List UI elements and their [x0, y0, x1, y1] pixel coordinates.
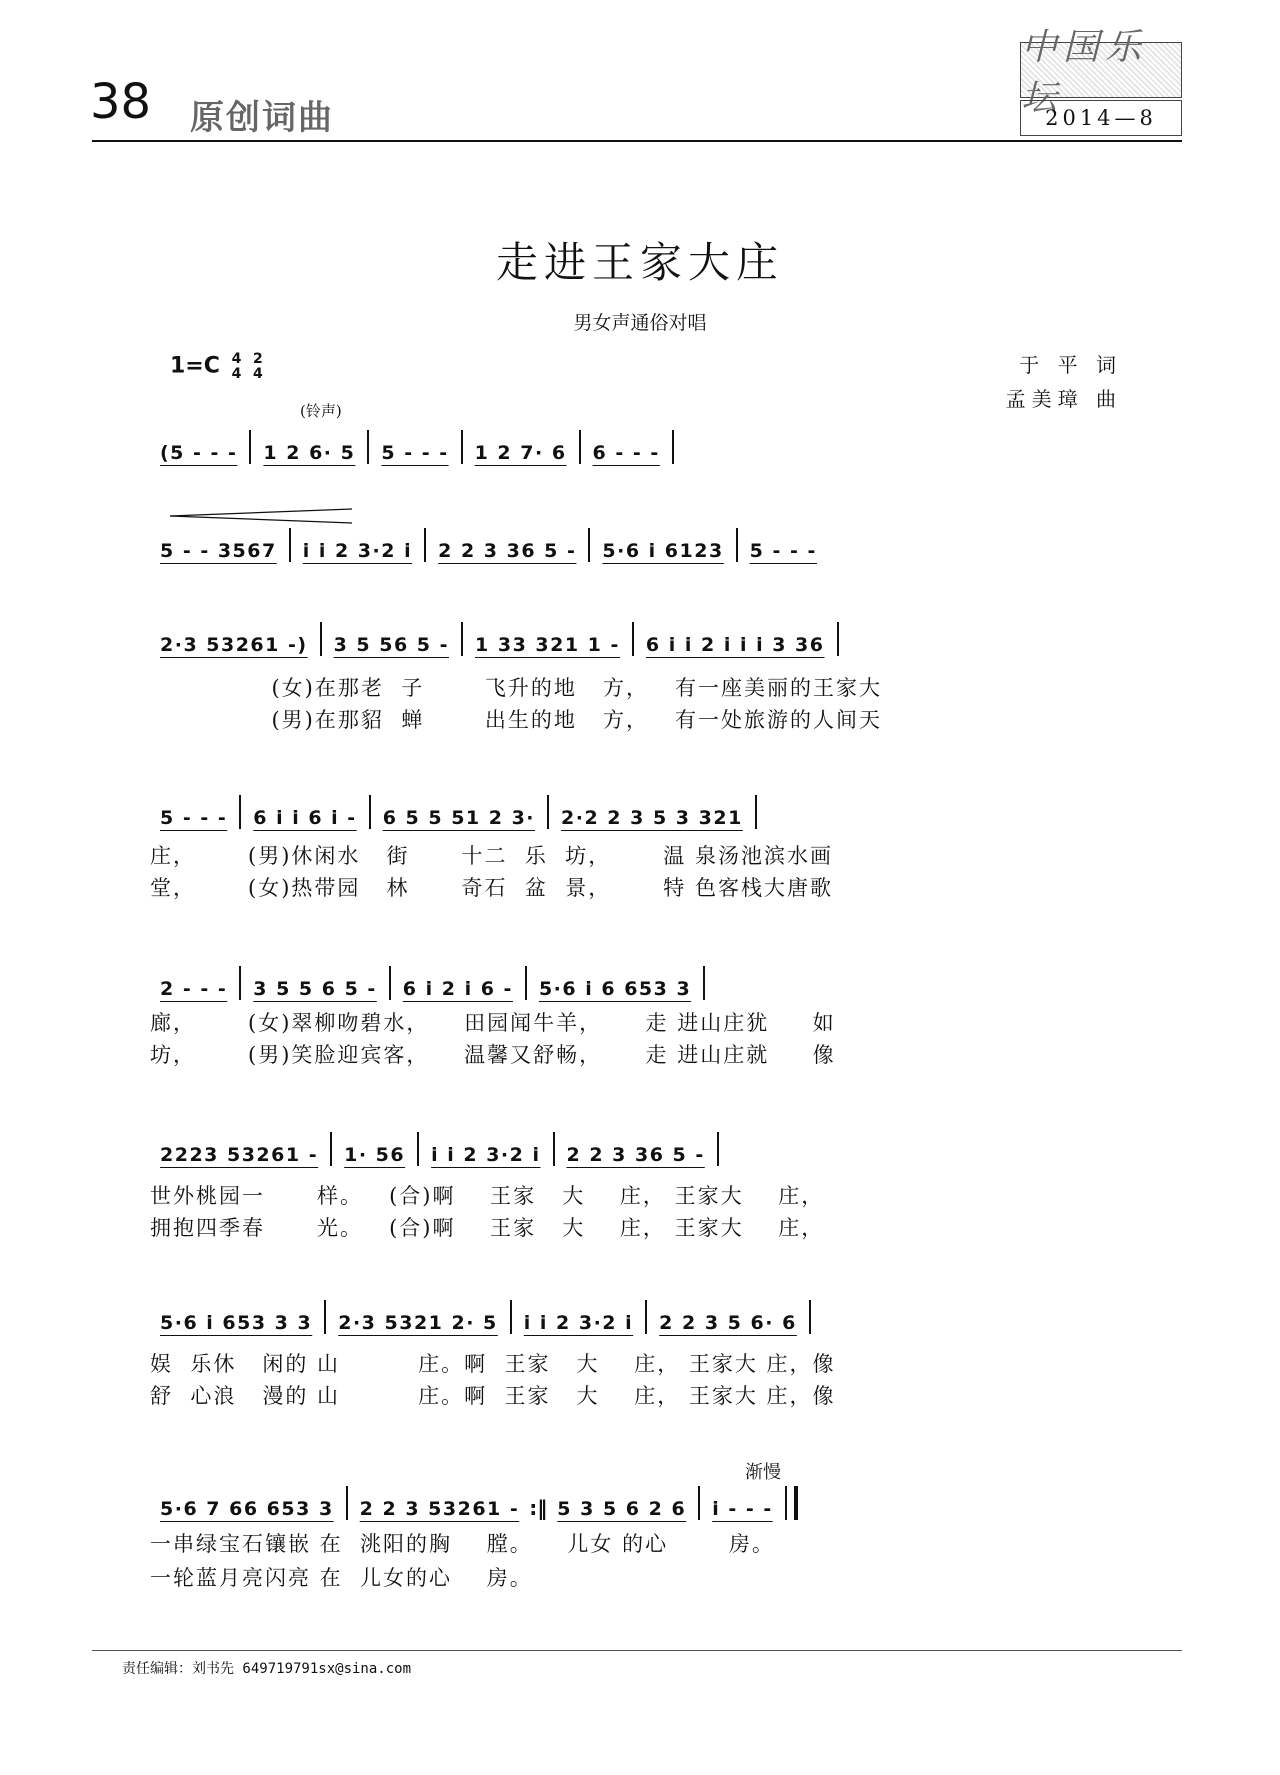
barline [417, 1132, 419, 1166]
measure: 3 5 56 5 - [333, 634, 450, 656]
page-number: 38 [90, 74, 152, 130]
barline [588, 528, 590, 562]
measure: 1 2 6· 5 [263, 442, 356, 464]
measure: 6 i 2 i 6 - [402, 978, 513, 1000]
lyric-line: 娱 乐休 闲的 山 庄。啊 王家 大 庄， 王家大 庄，像 [150, 1352, 836, 1376]
measure: 2223 53261 - [160, 1144, 319, 1166]
time1-bottom: 4 [231, 365, 242, 382]
barline [717, 1132, 719, 1166]
barline [698, 1486, 700, 1520]
lyric-line: (男)在那貂 蝉 出生的地 方， 有一处旅游的人间天 [150, 708, 882, 732]
measure: 6 5 5 51 2 3· [382, 807, 536, 829]
score-system-2 [160, 528, 1125, 562]
measure: 3 5 5 6 5 - [253, 978, 377, 1000]
measure: 5 - - - [160, 807, 228, 829]
measure: i - - - [712, 1498, 773, 1520]
measure: (5 - - - [160, 442, 238, 464]
crescendo-mark [170, 508, 352, 524]
barline [461, 430, 463, 464]
lyric-line: 廊， (女)翠柳吻碧水， 田园闻牛羊， 走 进山庄犹 如 [150, 1011, 836, 1035]
score-system-3 [160, 622, 1125, 656]
barline [510, 1300, 512, 1334]
lyric-line: 一串绿宝石镶嵌 在 洮阳的胸 膛。 儿女 的心 房。 [150, 1532, 775, 1556]
barline [837, 622, 839, 656]
barline [672, 430, 674, 464]
measure: 2·3 5321 2· 5 [338, 1312, 498, 1334]
measure: 5 - - 3567 [160, 540, 277, 562]
measure: 2·3 53261 -) [160, 634, 308, 656]
measure: 2 2 3 53261 - [359, 1498, 520, 1520]
lyric-line: (女)在那老 子 飞升的地 方， 有一座美丽的王家大 [150, 676, 882, 700]
measure: 5 - - - [749, 540, 817, 562]
barline [389, 966, 391, 1000]
barline [525, 966, 527, 1000]
barline [367, 430, 369, 464]
barline [369, 795, 371, 829]
section-title: 原创词曲 [190, 98, 334, 138]
barline [320, 622, 322, 656]
barline [736, 528, 738, 562]
measure: 1 33 321 1 - [475, 634, 620, 656]
footer-divider [92, 1650, 1182, 1651]
barline [755, 795, 757, 829]
header-divider [92, 140, 1182, 142]
barline [645, 1300, 647, 1334]
barline [424, 528, 426, 562]
measure: 5 - - - [381, 442, 449, 464]
score-system-5 [160, 966, 1125, 1000]
score-system-4 [160, 795, 1125, 829]
barline [809, 1300, 811, 1334]
time2-bottom: 4 [252, 365, 263, 382]
time1-top: 4 [231, 351, 242, 367]
measure: 5·6 i 653 3 3 [160, 1312, 313, 1334]
time2-top: 2 [252, 351, 263, 367]
score-system-1 [160, 430, 1125, 464]
lyric-line: 坊， (男)笑脸迎宾客， 温馨又舒畅， 走 进山庄就 像 [150, 1043, 836, 1067]
repeat-end-sign: :‖ [529, 1496, 548, 1520]
lyric-line: 舒 心浪 漫的 山 庄。啊 王家 大 庄， 王家大 庄，像 [150, 1384, 836, 1408]
measure: 1 2 7· 6 [474, 442, 567, 464]
lyric-line: 拥抱四季春 光。 (合)啊 王家 大 庄， 王家大 庄， [150, 1216, 825, 1240]
composer-credit: 孟美璋 曲 [1005, 387, 1122, 411]
barline [579, 430, 581, 464]
logo-text: 中国乐坛 [1021, 27, 1148, 119]
measure: i i 2 3·2 i [431, 1144, 541, 1166]
measure: 6 - - - [592, 442, 660, 464]
barline [239, 795, 241, 829]
measure: 2·2 2 3 5 3 321 [561, 807, 743, 829]
final-barline [785, 1486, 798, 1520]
bell-annotation: (铃声) [300, 402, 342, 420]
barline [547, 795, 549, 829]
measure: 5·6 i 6 653 3 [538, 978, 692, 1000]
barline [289, 528, 291, 562]
measure: i i 2 3·2 i [523, 1312, 634, 1334]
measure: i i 2 3·2 i [302, 540, 413, 562]
song-subtitle: 男女声通俗对唱 [573, 312, 707, 334]
lyric-line: 世外桃园一 样。 (合)啊 王家 大 庄， 王家大 庄， [150, 1184, 825, 1208]
barline [632, 622, 634, 656]
song-title: 走进王家大庄 [495, 238, 784, 287]
measure: 6 i i 2 i i i 3 36 [645, 634, 825, 656]
time-signature-2 [253, 352, 263, 381]
measure: 2 2 3 36 5 - [438, 540, 577, 562]
score-system-8 [160, 1486, 1125, 1520]
score-system-6 [160, 1132, 1125, 1166]
measure: 2 - - - [160, 978, 228, 1000]
measure: 5·6 7 66 653 3 [160, 1498, 334, 1520]
measure: 2 2 3 5 6· 6 [659, 1312, 797, 1334]
lyricist-credit: 于 平 词 [1019, 353, 1122, 377]
measure: 6 i i 6 i - [253, 807, 357, 829]
key-signature [170, 352, 263, 381]
lyric-line: 堂， (女)热带园 林 奇石 盆 景， 特 色客栈大唐歌 [150, 876, 833, 900]
editor-credit: 责任编辑：刘书先 649719791sx@sina.com [122, 1661, 412, 1677]
measure: 2 2 3 36 5 - [566, 1144, 705, 1166]
barline [703, 966, 705, 1000]
measure: 5 3 5 6 2 6 [557, 1498, 687, 1520]
barline [330, 1132, 332, 1166]
barline [461, 622, 463, 656]
barline [239, 966, 241, 1000]
barline [553, 1132, 555, 1166]
barline [249, 430, 251, 464]
lyric-line: 一轮蓝月亮闪亮 在 儿女的心 房。 [150, 1566, 533, 1590]
issue-number: 2014—8 [1020, 100, 1182, 136]
score-system-7 [160, 1300, 1125, 1334]
measure: 5·6 i 6123 [602, 540, 724, 562]
lyric-line: 庄， (男)休闲水 街 十二 乐 坊， 温 泉汤池滨水画 [150, 844, 833, 868]
key-label: 1=C [170, 353, 220, 379]
ritardando-marking: 渐慢 [745, 1462, 781, 1483]
barline [346, 1486, 348, 1520]
time-signature-1 [232, 352, 242, 381]
barline [324, 1300, 326, 1334]
measure: 1· 56 [344, 1144, 406, 1166]
